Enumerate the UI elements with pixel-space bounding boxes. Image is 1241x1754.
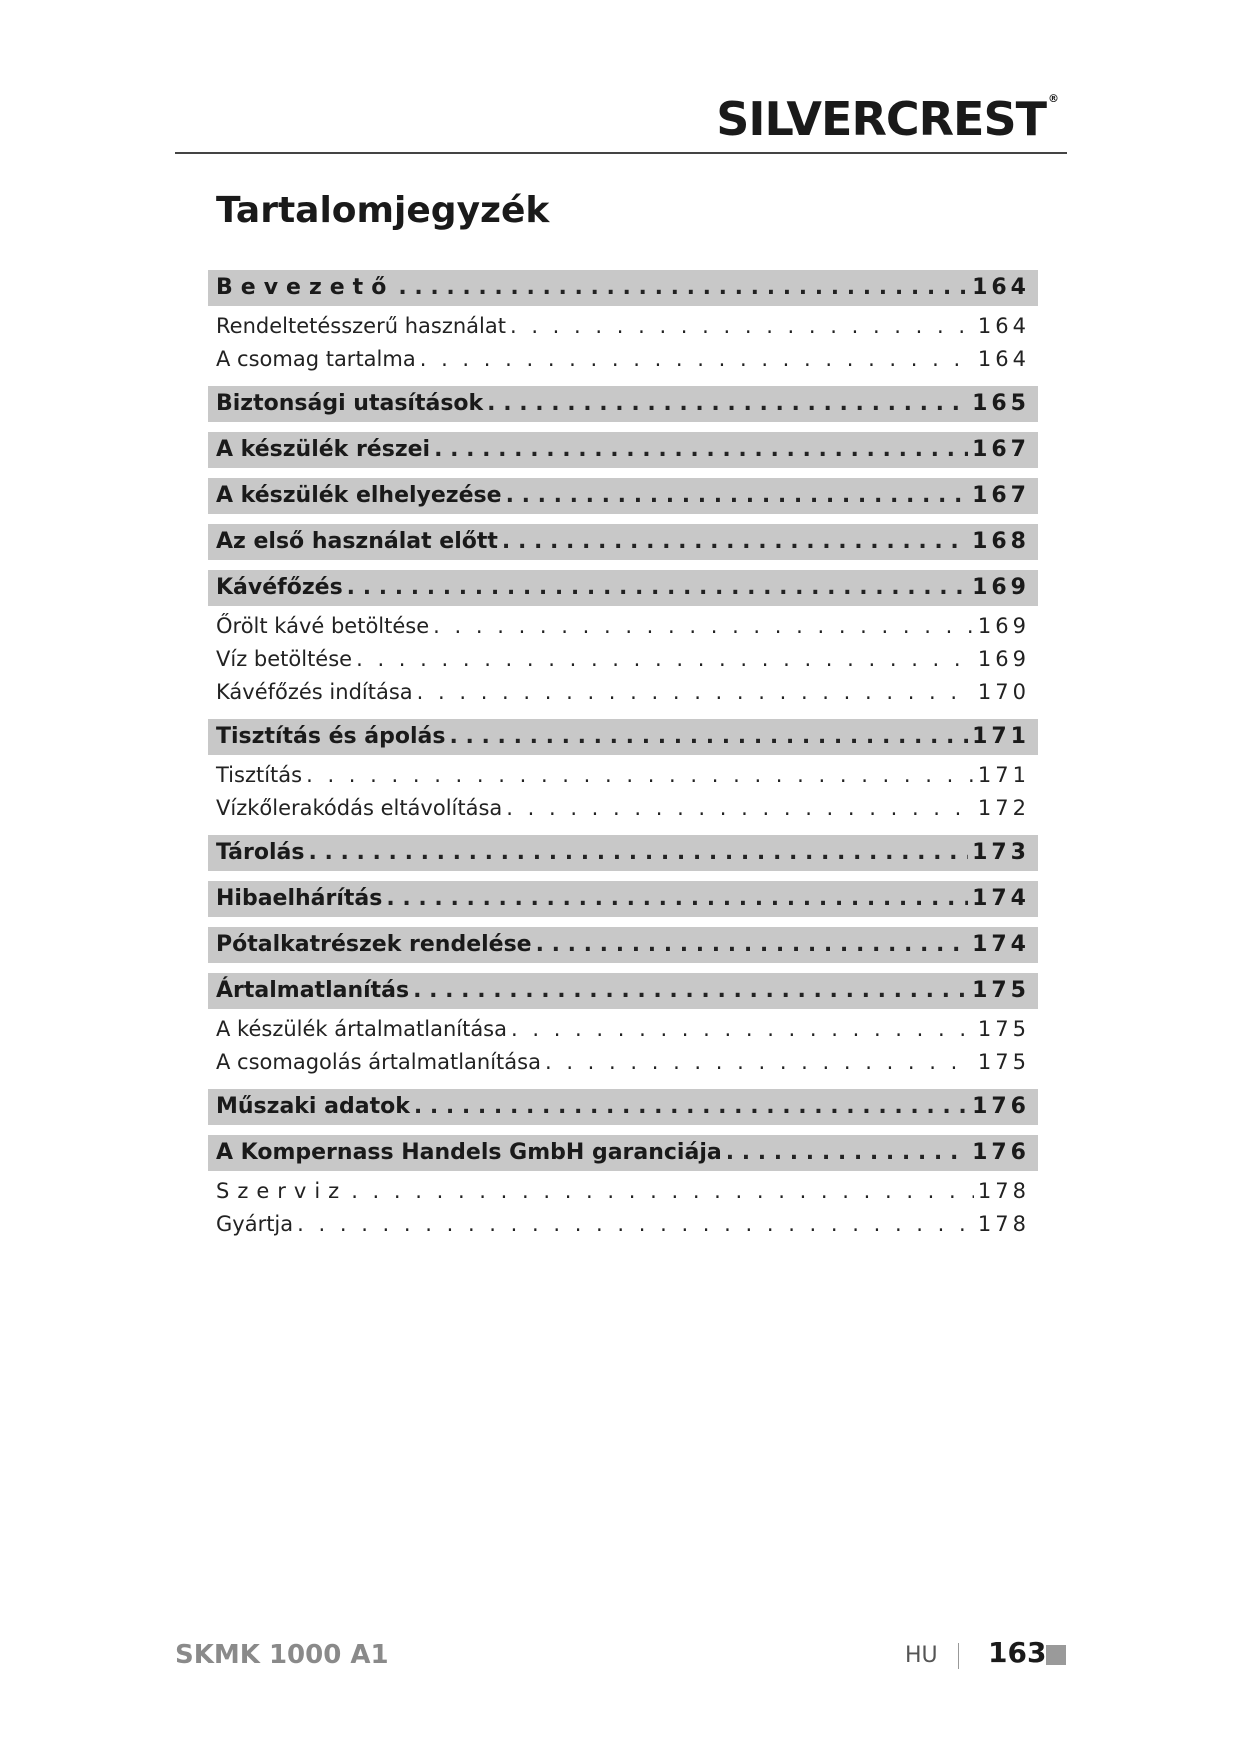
toc-leader-dots bbox=[414, 1089, 968, 1125]
toc-leader-dots bbox=[417, 676, 974, 709]
toc-entry-label: Kávéfőzés indítása bbox=[216, 680, 413, 704]
toc-subsection-entry bbox=[208, 792, 1038, 825]
toc-entry-label: Hibaelhárítás bbox=[216, 886, 383, 911]
toc-section-entry bbox=[208, 881, 1038, 917]
toc-entry-page: 164 bbox=[977, 347, 1030, 371]
toc-section-entry bbox=[208, 478, 1038, 514]
toc-entry-page: 173 bbox=[972, 840, 1030, 865]
toc-leader-dots bbox=[434, 432, 968, 468]
toc-subsection-entry bbox=[208, 610, 1038, 643]
toc-entry-page: 169 bbox=[972, 575, 1030, 600]
toc-entry-page: 171 bbox=[977, 763, 1030, 787]
table-of-contents bbox=[208, 270, 1038, 1241]
toc-entry-page: 174 bbox=[972, 886, 1030, 911]
brand-logo-part-2: CREST bbox=[885, 92, 1046, 146]
toc-subsection-entry bbox=[208, 310, 1038, 343]
toc-entry-label: Tisztítás bbox=[216, 763, 303, 787]
toc-entry-page: 178 bbox=[977, 1212, 1030, 1236]
toc-entry-label: A készülék részei bbox=[216, 437, 431, 462]
toc-subsection-entry bbox=[208, 1175, 1038, 1208]
toc-section-entry bbox=[208, 386, 1038, 422]
toc-section-entry bbox=[208, 973, 1038, 1009]
toc-leader-dots bbox=[450, 719, 969, 755]
toc-entry-label: Víz betöltése bbox=[216, 647, 353, 671]
toc-entry-page: 169 bbox=[977, 647, 1030, 671]
toc-leader-dots bbox=[487, 386, 968, 422]
toc-leader-dots bbox=[502, 524, 968, 560]
toc-entry-page: 167 bbox=[972, 483, 1030, 508]
toc-entry-label: Tárolás bbox=[216, 840, 305, 865]
page-title: Tartalomjegyzék bbox=[216, 190, 550, 231]
footer-page-number: 163 bbox=[988, 1636, 1047, 1669]
toc-leader-dots bbox=[308, 835, 968, 871]
toc-entry-label: Műszaki adatok bbox=[216, 1094, 410, 1119]
toc-entry-page: 178 bbox=[977, 1179, 1030, 1203]
toc-section-entry bbox=[208, 524, 1038, 560]
toc-leader-dots bbox=[511, 1013, 974, 1046]
footer-square-marker bbox=[1046, 1645, 1066, 1665]
brand-logo-part-1: SILVER bbox=[716, 92, 886, 146]
registered-mark: ® bbox=[1048, 92, 1058, 105]
toc-entry-page: 174 bbox=[972, 932, 1030, 957]
toc-entry-label: Szerviz bbox=[216, 1179, 348, 1203]
toc-section-entry bbox=[208, 719, 1038, 755]
toc-subsection-entry bbox=[208, 1208, 1038, 1241]
toc-entry-label: A készülék elhelyezése bbox=[216, 483, 502, 508]
toc-entry-label: Az első használat előtt bbox=[216, 529, 498, 554]
toc-leader-dots bbox=[510, 310, 974, 343]
toc-entry-label: Pótalkatrészek rendelése bbox=[216, 932, 532, 957]
toc-entry-label: Vízkőlerakódás eltávolítása bbox=[216, 796, 503, 820]
toc-entry-label: Kávéfőzés bbox=[216, 575, 343, 600]
toc-leader-dots bbox=[356, 643, 974, 676]
toc-entry-page: 176 bbox=[972, 1140, 1030, 1165]
toc-entry-label: Ártalmatlanítás bbox=[216, 978, 410, 1003]
toc-section-entry bbox=[208, 1135, 1038, 1171]
toc-entry-page: 164 bbox=[977, 314, 1030, 338]
toc-leader-dots bbox=[536, 927, 968, 963]
toc-leader-dots bbox=[413, 973, 968, 1009]
toc-entry-page: 171 bbox=[972, 724, 1030, 749]
toc-entry-label: Rendeltetésszerű használat bbox=[216, 314, 506, 338]
toc-entry-label: A Kompernass Handels GmbH garanciája bbox=[216, 1140, 722, 1165]
toc-section-entry bbox=[208, 570, 1038, 606]
toc-section-entry bbox=[208, 1089, 1038, 1125]
toc-entry-label: A csomag tartalma bbox=[216, 347, 416, 371]
toc-entry-label: Tisztítás és ápolás bbox=[216, 724, 446, 749]
toc-entry-page: 167 bbox=[972, 437, 1030, 462]
toc-entry-label: A csomagolás ártalmatlanítása bbox=[216, 1050, 541, 1074]
toc-leader-dots bbox=[351, 1175, 974, 1208]
toc-leader-dots bbox=[386, 881, 968, 917]
header-divider bbox=[175, 152, 1067, 154]
toc-section-entry bbox=[208, 927, 1038, 963]
toc-entry-label: A készülék ártalmatlanítása bbox=[216, 1017, 507, 1041]
toc-entry-page: 164 bbox=[972, 275, 1030, 300]
toc-entry-page: 165 bbox=[972, 391, 1030, 416]
toc-leader-dots bbox=[545, 1046, 974, 1079]
toc-section-entry bbox=[208, 270, 1038, 306]
toc-leader-dots bbox=[297, 1208, 974, 1241]
toc-leader-dots bbox=[433, 610, 974, 643]
toc-entry-page: 172 bbox=[977, 796, 1030, 820]
footer-separator bbox=[958, 1643, 959, 1669]
toc-leader-dots bbox=[347, 570, 968, 606]
toc-subsection-entry bbox=[208, 676, 1038, 709]
toc-entry-page: 176 bbox=[972, 1094, 1030, 1119]
toc-entry-label: Gyártja bbox=[216, 1212, 294, 1236]
toc-leader-dots bbox=[398, 270, 968, 306]
toc-subsection-entry bbox=[208, 1013, 1038, 1046]
toc-entry-label: Biztonsági utasítások bbox=[216, 391, 484, 416]
toc-entry-page: 175 bbox=[977, 1017, 1030, 1041]
brand-logo bbox=[716, 92, 1058, 146]
toc-leader-dots bbox=[726, 1135, 968, 1171]
toc-leader-dots bbox=[506, 792, 974, 825]
toc-subsection-entry bbox=[208, 759, 1038, 792]
footer-language-code: HU bbox=[905, 1643, 938, 1668]
toc-leader-dots bbox=[506, 478, 969, 514]
toc-leader-dots bbox=[420, 343, 974, 376]
toc-entry-label: Őrölt kávé betöltése bbox=[216, 614, 430, 638]
toc-section-entry bbox=[208, 835, 1038, 871]
toc-subsection-entry bbox=[208, 343, 1038, 376]
footer-model-number: SKMK 1000 A1 bbox=[175, 1640, 389, 1670]
toc-subsection-entry bbox=[208, 643, 1038, 676]
toc-entry-page: 168 bbox=[972, 529, 1030, 554]
toc-section-entry bbox=[208, 432, 1038, 468]
toc-entry-page: 169 bbox=[977, 614, 1030, 638]
toc-entry-page: 170 bbox=[977, 680, 1030, 704]
toc-entry-page: 175 bbox=[977, 1050, 1030, 1074]
toc-entry-label: Bevezető bbox=[216, 275, 395, 300]
toc-entry-page: 175 bbox=[972, 978, 1030, 1003]
toc-subsection-entry bbox=[208, 1046, 1038, 1079]
toc-leader-dots bbox=[306, 759, 974, 792]
